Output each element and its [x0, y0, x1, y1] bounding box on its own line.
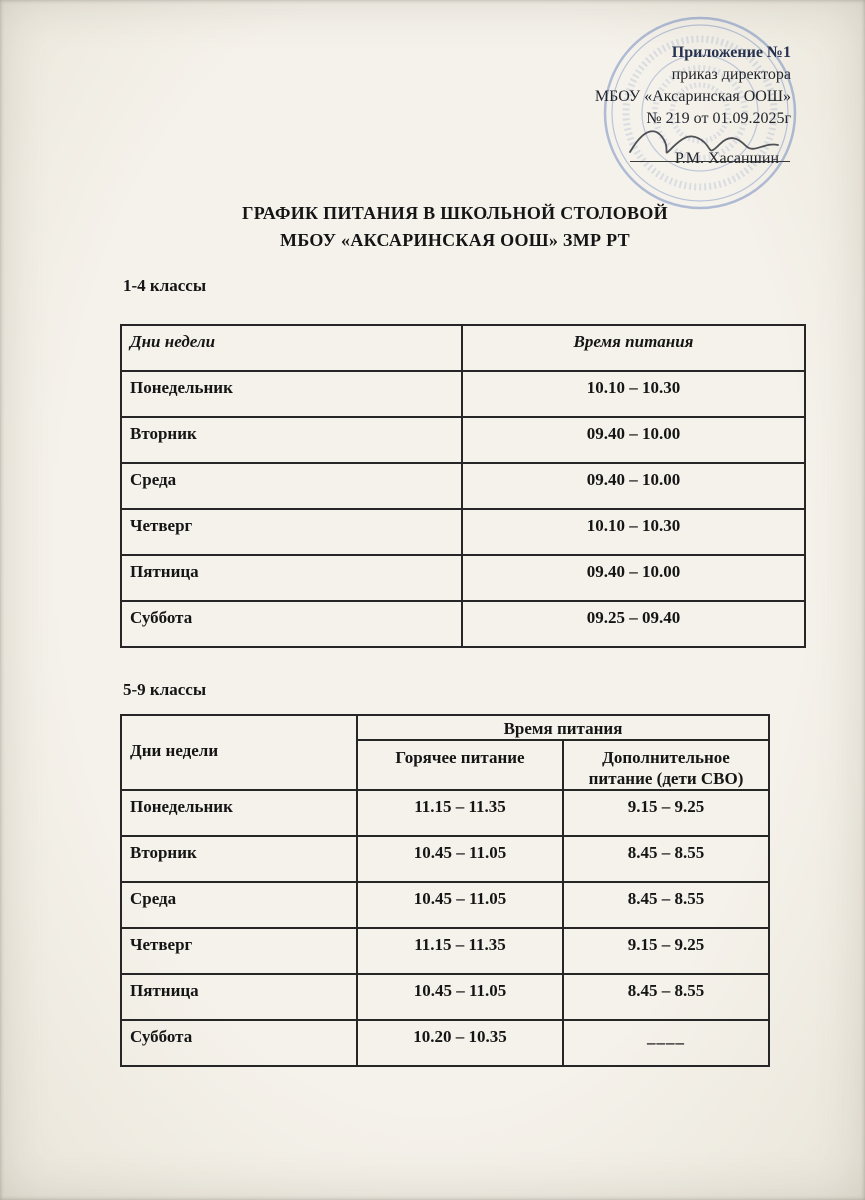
day-cell: Пятница — [121, 974, 357, 1020]
table-row — [121, 555, 805, 601]
extra-meal-time-cell: 9.15 – 9.25 — [563, 928, 769, 974]
extra-meal-time-cell: ____ — [563, 1020, 769, 1066]
table-row — [121, 1020, 769, 1066]
day-cell: Среда — [121, 463, 462, 509]
page-title-line1: ГРАФИК ПИТАНИЯ В ШКОЛЬНОЙ СТОЛОВОЙ — [242, 203, 668, 223]
hot-meal-time-cell: 10.45 – 11.05 — [357, 836, 563, 882]
signer-name: Р.М. Хасаншин — [674, 150, 779, 167]
section-label-grades-1-4: 1-4 классы — [123, 276, 207, 295]
hot-meal-time-cell: 10.45 – 11.05 — [357, 974, 563, 1020]
day-cell: Вторник — [121, 836, 357, 882]
hot-meal-time-cell: 10.45 – 11.05 — [357, 882, 563, 928]
day-cell: Четверг — [121, 509, 462, 555]
day-cell: Понедельник — [121, 790, 357, 836]
day-cell: Суббота — [121, 601, 462, 647]
time-cell: 09.40 – 10.00 — [462, 417, 805, 463]
table-row — [121, 463, 805, 509]
order-label: приказ директора — [671, 66, 791, 83]
col-header-days: Дни недели — [121, 715, 357, 790]
extra-meal-time-cell: 8.45 – 8.55 — [563, 974, 769, 1020]
order-number-date: № 219 от 01.09.2025г — [646, 110, 791, 127]
time-cell: 09.25 – 09.40 — [462, 601, 805, 647]
annex-label: Приложение №1 — [671, 44, 791, 61]
document-header — [595, 42, 791, 130]
extra-meal-time-cell: 8.45 – 8.55 — [563, 836, 769, 882]
col-header-hot-meal: Горячее питание — [357, 740, 563, 790]
hot-meal-time-cell: 11.15 – 11.35 — [357, 928, 563, 974]
table-row — [121, 836, 769, 882]
section-label-grades-5-9: 5-9 классы — [123, 680, 207, 699]
schedule-table-grades-1-4 — [120, 324, 806, 648]
table-row — [121, 601, 805, 647]
col-header-extra-meal: Дополнительное питание (дети СВО) — [563, 740, 769, 790]
day-cell: Понедельник — [121, 371, 462, 417]
time-cell: 09.40 – 10.00 — [462, 555, 805, 601]
table-row — [121, 509, 805, 555]
day-cell: Суббота — [121, 1020, 357, 1066]
table-row — [121, 974, 769, 1020]
time-cell: 10.10 – 10.30 — [462, 509, 805, 555]
school-name: МБОУ «Аксаринская ООШ» — [594, 88, 791, 105]
col-header-time: Время питания — [462, 325, 805, 371]
page-title — [60, 200, 850, 254]
table-row — [121, 928, 769, 974]
schedule-table-grades-5-9 — [120, 714, 770, 1067]
page-title-line2: МБОУ «АКСАРИНСКАЯ ООШ» ЗМР РТ — [280, 230, 630, 250]
hot-meal-time-cell: 11.15 – 11.35 — [357, 790, 563, 836]
table-row — [121, 417, 805, 463]
table-row — [121, 790, 769, 836]
day-cell: Четверг — [121, 928, 357, 974]
table-header-row — [121, 715, 769, 740]
extra-meal-time-cell: 8.45 – 8.55 — [563, 882, 769, 928]
extra-meal-time-cell: 9.15 – 9.25 — [563, 790, 769, 836]
hot-meal-time-cell: 10.20 – 10.35 — [357, 1020, 563, 1066]
day-cell: Вторник — [121, 417, 462, 463]
table-row — [121, 882, 769, 928]
time-cell: 09.40 – 10.00 — [462, 463, 805, 509]
col-header-time-group: Время питания — [357, 715, 769, 740]
day-cell: Пятница — [121, 555, 462, 601]
table-header-row — [121, 325, 805, 371]
table-row — [121, 371, 805, 417]
day-cell: Среда — [121, 882, 357, 928]
time-cell: 10.10 – 10.30 — [462, 371, 805, 417]
col-header-days: Дни недели — [121, 325, 462, 371]
